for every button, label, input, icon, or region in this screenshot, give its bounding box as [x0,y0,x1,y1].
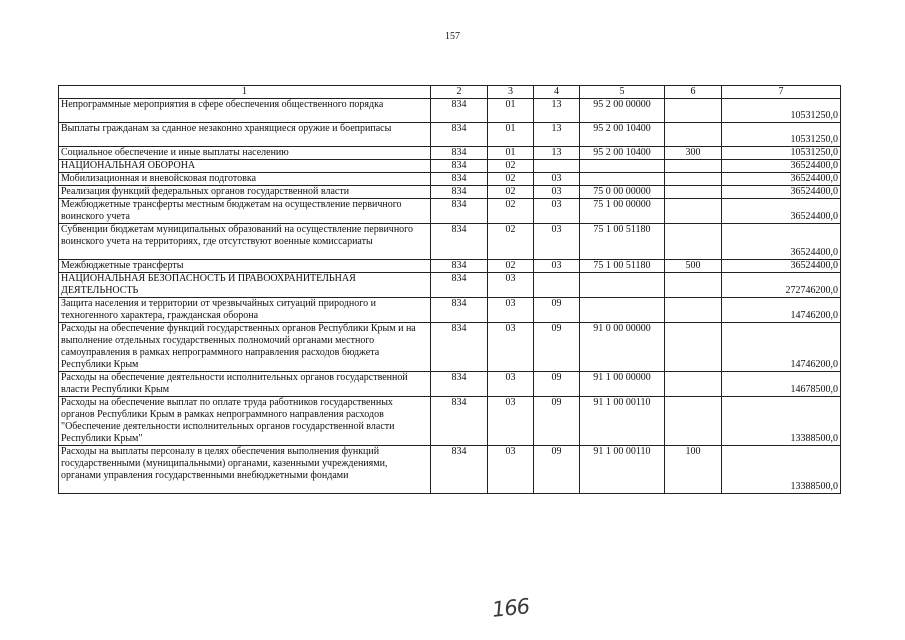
cell-ved: 834 [431,160,488,173]
cell-name: Расходы на выплаты персоналу в целях обеспечения выполнения функций государственными (муниципальными) органами, казенными учреждениями, органами управления государственными внебюджетными фондами [59,446,431,494]
cell-ved: 834 [431,173,488,186]
cell-pr: 09 [534,372,580,397]
cell-pr: 09 [534,298,580,323]
cell-pr: 13 [534,123,580,147]
cell-sum: 10531250,0 [722,99,841,123]
table-row [59,99,841,123]
page-number: 157 [445,31,460,42]
column-header: 1 [59,86,431,99]
table-row [59,323,841,372]
cell-name: Мобилизационная и вневойсковая подготовка [59,173,431,186]
table-row [59,173,841,186]
table-row [59,298,841,323]
cell-rz: 02 [488,260,534,273]
cell-rz: 03 [488,273,534,298]
cell-pr [534,160,580,173]
column-header: 3 [488,86,534,99]
cell-rz: 02 [488,186,534,199]
cell-vr [665,199,722,224]
cell-csr [580,173,665,186]
cell-rz: 03 [488,323,534,372]
cell-rz: 01 [488,123,534,147]
cell-csr: 91 1 00 00110 [580,397,665,446]
cell-ved: 834 [431,446,488,494]
table-row [59,224,841,260]
cell-name: Защита населения и территории от чрезвычайных ситуаций природного и техногенного характера, гражданская оборона [59,298,431,323]
cell-vr: 300 [665,147,722,160]
cell-name: Социальное обеспечение и иные выплаты населению [59,147,431,160]
cell-name: Расходы на обеспечение деятельности исполнительных органов государственной власти Республики Крым [59,372,431,397]
cell-rz: 03 [488,372,534,397]
cell-rz: 02 [488,160,534,173]
cell-rz: 03 [488,298,534,323]
cell-sum: 13388500,0 [722,446,841,494]
cell-name: Межбюджетные трансферты местным бюджетам на осуществление первичного воинского учета [59,199,431,224]
cell-name: Межбюджетные трансферты [59,260,431,273]
cell-name: Непрограммные мероприятия в сфере обеспечения общественного порядка [59,99,431,123]
cell-csr: 91 0 00 00000 [580,323,665,372]
cell-rz: 02 [488,199,534,224]
cell-csr [580,298,665,323]
cell-name: Выплаты гражданам за сданное незаконно хранящиеся оружие и боеприпасы [59,123,431,147]
cell-sum: 36524400,0 [722,173,841,186]
table-row [59,186,841,199]
cell-sum: 272746200,0 [722,273,841,298]
cell-csr: 75 0 00 00000 [580,186,665,199]
cell-pr [534,273,580,298]
cell-csr [580,273,665,298]
cell-ved: 834 [431,298,488,323]
cell-csr: 75 1 00 51180 [580,224,665,260]
table-row [59,147,841,160]
cell-sum: 13388500,0 [722,397,841,446]
table-row [59,446,841,494]
cell-rz: 02 [488,173,534,186]
cell-vr [665,372,722,397]
cell-ved: 834 [431,186,488,199]
cell-pr: 03 [534,186,580,199]
cell-vr [665,186,722,199]
cell-sum: 10531250,0 [722,147,841,160]
table-row [59,397,841,446]
table-row [59,372,841,397]
cell-pr: 13 [534,99,580,123]
cell-ved: 834 [431,273,488,298]
cell-vr [665,323,722,372]
table-row [59,260,841,273]
cell-pr: 09 [534,446,580,494]
cell-sum: 14746200,0 [722,298,841,323]
table-row [59,123,841,147]
handwritten-page-mark: 166 [490,594,531,622]
cell-name: Расходы на обеспечение функций государственных органов Республики Крым и на выполнение отдельных государственных полномочий органами местного самоуправления в рамках непрограммного направления расходов бюджета Республики Крым [59,323,431,372]
cell-sum: 14746200,0 [722,323,841,372]
cell-sum: 36524400,0 [722,224,841,260]
cell-pr: 03 [534,260,580,273]
table-row [59,273,841,298]
cell-sum: 10531250,0 [722,123,841,147]
cell-vr [665,99,722,123]
cell-sum: 36524400,0 [722,260,841,273]
cell-ved: 834 [431,397,488,446]
cell-csr: 75 1 00 00000 [580,199,665,224]
cell-rz: 03 [488,446,534,494]
cell-rz: 01 [488,99,534,123]
cell-rz: 02 [488,224,534,260]
cell-name: Субвенции бюджетам муниципальных образований на осуществление первичного воинского учета на территориях, где отсутствуют военные комиссариаты [59,224,431,260]
cell-pr: 09 [534,397,580,446]
cell-csr: 95 2 00 10400 [580,147,665,160]
cell-ved: 834 [431,147,488,160]
budget-table [58,85,841,494]
cell-ved: 834 [431,224,488,260]
cell-vr [665,160,722,173]
cell-csr [580,160,665,173]
column-header: 2 [431,86,488,99]
cell-csr: 91 1 00 00110 [580,446,665,494]
cell-pr: 09 [534,323,580,372]
cell-pr: 13 [534,147,580,160]
cell-sum: 14678500,0 [722,372,841,397]
cell-vr [665,173,722,186]
cell-ved: 834 [431,199,488,224]
cell-csr: 75 1 00 51180 [580,260,665,273]
cell-csr: 95 2 00 00000 [580,99,665,123]
table-row [59,160,841,173]
cell-pr: 03 [534,173,580,186]
cell-ved: 834 [431,99,488,123]
cell-pr: 03 [534,199,580,224]
cell-csr: 91 1 00 00000 [580,372,665,397]
column-header: 6 [665,86,722,99]
cell-vr [665,273,722,298]
cell-sum: 36524400,0 [722,160,841,173]
column-header: 7 [722,86,841,99]
cell-vr [665,123,722,147]
cell-sum: 36524400,0 [722,199,841,224]
cell-ved: 834 [431,260,488,273]
cell-csr: 95 2 00 10400 [580,123,665,147]
cell-ved: 834 [431,323,488,372]
cell-ved: 834 [431,372,488,397]
table-header-row [59,86,841,99]
cell-name: НАЦИОНАЛЬНАЯ ОБОРОНА [59,160,431,173]
cell-rz: 03 [488,397,534,446]
cell-name: Расходы на обеспечение выплат по оплате труда работников государственных органов Республики Крым в рамках непрограммного направления расходов "Обеспечение деятельности исполнительных органов государственной власти Республики Крым" [59,397,431,446]
cell-sum: 36524400,0 [722,186,841,199]
cell-vr [665,224,722,260]
cell-vr: 100 [665,446,722,494]
column-header: 5 [580,86,665,99]
cell-pr: 03 [534,224,580,260]
cell-name: НАЦИОНАЛЬНАЯ БЕЗОПАСНОСТЬ И ПРАВООХРАНИТЕЛЬНАЯ ДЕЯТЕЛЬНОСТЬ [59,273,431,298]
cell-vr [665,298,722,323]
cell-name: Реализация функций федеральных органов государственной власти [59,186,431,199]
cell-rz: 01 [488,147,534,160]
cell-ved: 834 [431,123,488,147]
column-header: 4 [534,86,580,99]
cell-vr [665,397,722,446]
table-row [59,199,841,224]
cell-vr: 500 [665,260,722,273]
